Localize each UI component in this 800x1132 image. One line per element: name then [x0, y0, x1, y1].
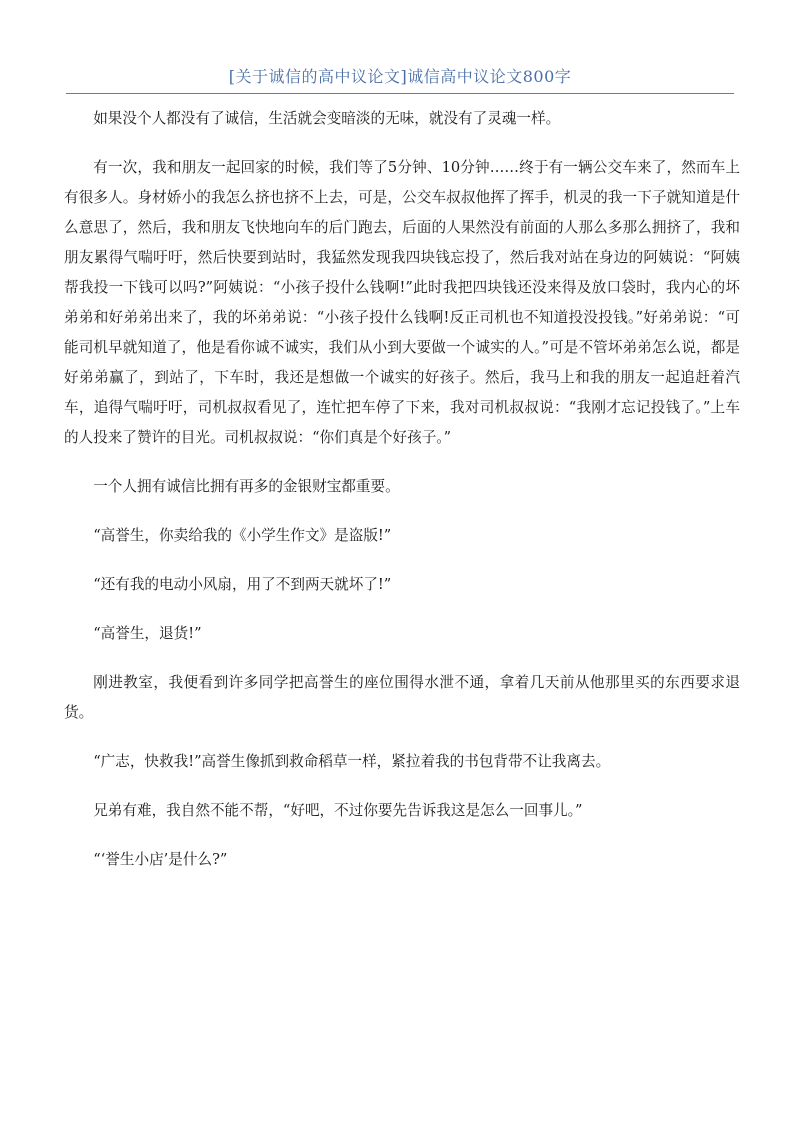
paragraph: 兄弟有难，我自然不能不帮，“好吧，不过你要先告诉我这是怎么一回事儿。” — [93, 802, 583, 819]
document-body — [64, 104, 740, 875]
paragraph: “‘誉生小店’是什么?” — [93, 851, 228, 868]
paragraph: “还有我的电动小风扇，用了不到两天就坏了!” — [93, 576, 392, 593]
title-divider — [66, 93, 734, 94]
paragraph: “广志，快救我!”高誉生像抓到救命稻草一样，紧拉着我的书包背带不让我离去。 — [93, 753, 611, 770]
paragraph: “高誉生，退货!” — [93, 625, 202, 642]
paragraph: “高誉生，你卖给我的《小学生作文》是盗版!” — [93, 527, 392, 544]
paragraph: 刚进教室，我便看到许多同学把高誉生的座位围得水泄不通，拿着几天前从他那里买的东西要求退货。 — [64, 674, 740, 721]
paragraph: 如果没个人都没有了诚信，生活就会变暗淡的无味，就没有了灵魂一样。 — [93, 110, 561, 127]
paragraph: 有一次，我和朋友一起回家的时候，我们等了5分钟、10分钟……终于有一辆公交车来了，然而车上有很多人。身材娇小的我怎么挤也挤不上去，可是，公交车叔叔他挥了挥手，机灵的我一下子就知道是什么意思了，然后，我和朋友飞快地向车的后门跑去，后面的人果然没有前面的人那么多那么拥挤了，我和朋友累得气喘吁吁，然后快要到站时，我猛然发现我四块钱忘投了，然后我对站在身边的阿姨说：“阿姨帮我投一下钱可以吗?”阿姨说：“小孩子投什么钱啊!”此时我把四块钱还没来得及放口袋时，我内心的坏弟弟和好弟弟出来了，我的坏弟弟说：“小孩子投什么钱啊!反正司机也不知道投没投钱。”好弟弟说：“可能司机早就知道了，他是看你诚不诚实，我们从小到大要做一个诚实的人。”可是不管坏弟弟怎么说，都是好弟弟赢了，到站了，下车时，我还是想做一个诚实的好孩子。然后，我马上和我的朋友一起追赶着汽车，追得气喘吁吁，司机叔叔看见了，连忙把车停了下来，我对司机叔叔说：“我刚才忘记投钱了。”上车的人投来了赞许的目光。司机叔叔说：“你们真是个好孩子。” — [64, 159, 740, 446]
paragraph: 一个人拥有诚信比拥有再多的金银财宝都重要。 — [93, 478, 400, 495]
document-title: [关于诚信的高中议论文]诚信高中议论文800字 — [228, 67, 572, 86]
